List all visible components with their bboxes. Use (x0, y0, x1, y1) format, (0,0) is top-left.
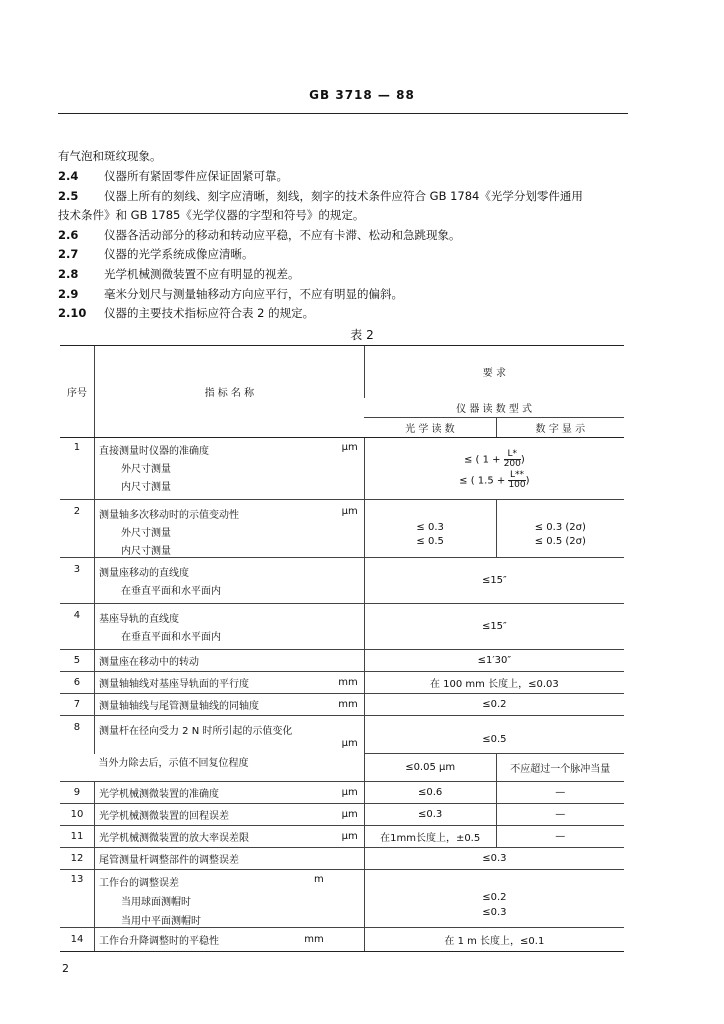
page-number: 2 (62, 962, 69, 975)
table-cell: 当外力除去后，示值不回复位程度 (94, 754, 364, 782)
table-cell: 测量座在移动中的转动 (94, 650, 364, 672)
table-cell: 1 (60, 438, 94, 500)
table-cell: 光学机械测微装置的准确度 μm (94, 782, 364, 804)
paragraph (58, 266, 628, 282)
clause-number: 2.9 (58, 287, 79, 301)
table-row (60, 754, 624, 782)
table-row (60, 604, 624, 650)
table-row (60, 650, 624, 672)
table-cell: 光学机械测微装置的回程误差 μm (94, 804, 364, 826)
table-cell: 2 (60, 500, 94, 558)
table-cell: 测量轴多次移动时的示值变动性 μm 外尺寸测量 内尺寸测量 (94, 500, 364, 558)
clause-number: 2.6 (58, 228, 79, 242)
table-cell: 光学机械测微装置的放大率误差限 μm (94, 826, 364, 848)
table-row (60, 870, 624, 928)
table-cell: 12 (60, 848, 94, 870)
table-cell: ≤0.5 (364, 716, 624, 754)
table-row (60, 438, 624, 500)
clause-text: 仪器各活动部分的移动和转动应平稳，不应有卡滞、松动和急跳现象。 (104, 228, 461, 242)
paragraph (58, 207, 628, 223)
col-no: 序号 (60, 346, 94, 438)
table-cell: ≤0.05 μm (364, 754, 496, 782)
table-cell: 3 (60, 558, 94, 604)
table-cell: ≤ 0.3 (2σ) ≤ 0.5 (2σ) (496, 500, 624, 558)
paragraph (58, 168, 628, 184)
table-cell: ≤0.3 (364, 804, 496, 826)
table-cell: ≤15″ (364, 604, 624, 650)
spec-table (60, 345, 624, 952)
table-cell: 尾管测量杆调整部件的调整误差 (94, 848, 364, 870)
clause-number: 2.4 (58, 169, 79, 183)
table-cell: 8 (60, 716, 94, 782)
clause-text: 仪器所有紧固零件应保证固紧可靠。 (104, 169, 288, 183)
clause-number: 2.7 (58, 247, 79, 261)
table-cell: 9 (60, 782, 94, 804)
paragraph (58, 148, 628, 164)
table-cell: 直接测量时仪器的准确度 μm 外尺寸测量 内尺寸测量 (94, 438, 364, 500)
table-cell: — (496, 826, 624, 848)
table-cell: 4 (60, 604, 94, 650)
table-cell: ≤ ( 1 + $\frac{L*}{200}$ ) ≤ ( 1.5 + $\frac{L**}{100}$ ) (364, 438, 624, 500)
table-row (60, 804, 624, 826)
paragraph (58, 286, 628, 302)
table-cell: 测量座移动的直线度 在垂直平面和水平面内 (94, 558, 364, 604)
standard-header: GB 3718 — 88 (309, 88, 415, 102)
table-cell: 在 1 m 长度上，≤0.1 (364, 928, 624, 952)
clause-text: 有气泡和斑纹现象。 (58, 149, 162, 163)
table-cell: 13 (60, 870, 94, 928)
table-caption: 表 2 (350, 328, 374, 342)
table-cell: 工作台升降调整时的平稳性 mm (94, 928, 364, 952)
table-row (60, 694, 624, 716)
table-cell: 14 (60, 928, 94, 952)
table-cell: 测量轴轴线对基座导轨面的平行度 mm (94, 672, 364, 694)
header-rule (58, 113, 628, 114)
paragraph (58, 305, 628, 321)
table-row (60, 848, 624, 870)
table-cell: ≤0.3 (364, 848, 624, 870)
table-cell: — (496, 782, 624, 804)
table-cell: 测量杆在径向受力 2 N 时所引起的示值变化 μm (94, 716, 364, 754)
table-cell: 6 (60, 672, 94, 694)
table-row (60, 782, 624, 804)
table-row (60, 500, 624, 558)
clause-text: 毫米分划尺与测量轴移动方向应平行，不应有明显的偏斜。 (104, 287, 403, 301)
table-cell: ≤0.6 (364, 782, 496, 804)
col-req: 要 求 (364, 346, 624, 398)
clause-number: 2.5 (58, 189, 79, 203)
clause-text: 仪器的主要技术指标应符合表 2 的规定。 (104, 306, 315, 320)
clause-text: 仪器上所有的刻线、刻字应清晰，刻线，刻字的技术条件应符合 GB 1784《光学分划零件通用 (104, 189, 583, 203)
col-name: 指 标 名 称 (94, 346, 364, 438)
paragraph (58, 188, 628, 204)
table-cell: 5 (60, 650, 94, 672)
table-row (60, 928, 624, 952)
table-cell: 11 (60, 826, 94, 848)
col-digital: 数 字 显 示 (496, 418, 624, 438)
table-row (60, 672, 624, 694)
table-cell: — (496, 804, 624, 826)
clause-number: 2.10 (58, 306, 87, 320)
col-reading: 仪 器 读 数 型 式 (364, 398, 624, 418)
paragraph (58, 246, 628, 262)
table-cell: 不应超过一个脉冲当量 (496, 754, 624, 782)
table-cell: 10 (60, 804, 94, 826)
table-cell: 在 100 mm 长度上，≤0.03 (364, 672, 624, 694)
table-cell: 基座导轨的直线度 在垂直平面和水平面内 (94, 604, 364, 650)
table-cell: ≤1′30″ (364, 650, 624, 672)
col-optical: 光 学 读 数 (364, 418, 496, 438)
table-cell: ≤0.2 ≤0.3 (364, 870, 624, 928)
table-cell: ≤ 0.3 ≤ 0.5 (364, 500, 496, 558)
clause-text: 光学机械测微装置不应有明显的视差。 (104, 267, 300, 281)
table-cell: 在1mm长度上，±0.5 (364, 826, 496, 848)
table-cell: ≤15″ (364, 558, 624, 604)
clause-text: 技术条件》和 GB 1785《光学仪器的字型和符号》的规定。 (58, 208, 365, 222)
paragraph (58, 227, 628, 243)
table-cell: 7 (60, 694, 94, 716)
table-row (60, 826, 624, 848)
clause-text: 仪器的光学系统成像应清晰。 (104, 247, 254, 261)
table-cell: 测量轴轴线与尾管测量轴线的同轴度 mm (94, 694, 364, 716)
table-row (60, 558, 624, 604)
table-row (60, 716, 624, 754)
table-cell: 工作台的调整误差 m 当用球面测帽时 当用中平面测帽时 (94, 870, 364, 928)
table-cell: ≤0.2 (364, 694, 624, 716)
clause-number: 2.8 (58, 267, 79, 281)
